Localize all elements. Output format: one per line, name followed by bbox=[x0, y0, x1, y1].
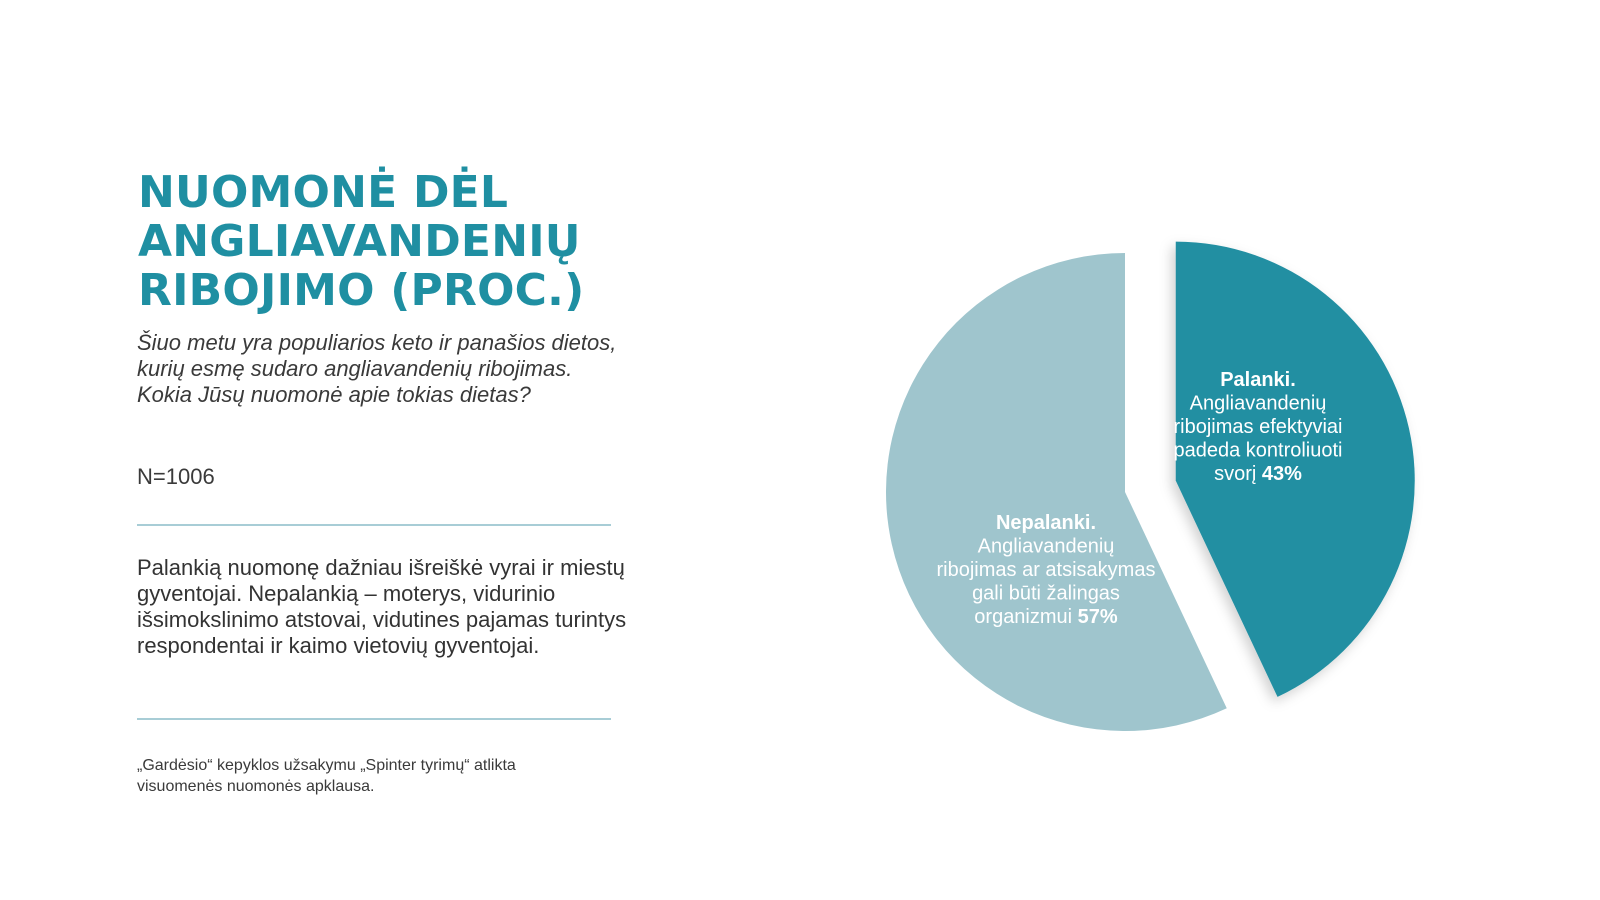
slice-description-line: organizmui bbox=[974, 606, 1078, 628]
source-note: „Gardėsio“ kepyklos užsakymu „Spinter tyrimų“ atlikta visuomenės nuomonės apklausa. bbox=[137, 757, 516, 795]
slice-description-line: ribojimas efektyviai bbox=[1173, 416, 1343, 438]
page-title bbox=[138, 168, 958, 315]
slice-value-label: 43% bbox=[1261, 463, 1302, 485]
slice-category: Nepalanki. bbox=[995, 512, 1097, 534]
slice-description-line: svorį bbox=[1214, 463, 1262, 485]
slice-value-label: 57% bbox=[1077, 606, 1118, 628]
pie-chart-svg bbox=[880, 190, 1480, 750]
divider-bottom bbox=[137, 718, 611, 720]
survey-question: Šiuo metu yra populiarios keto ir panašios dietos, kurių esmę sudaro angliavandenių ribojimas. Kokia Jūsų nuomonė apie tokias dietas? bbox=[137, 330, 617, 407]
slice-description-line: ribojimas ar atsisakymas bbox=[936, 559, 1156, 581]
divider-top bbox=[137, 524, 611, 526]
slice-category: Palanki. bbox=[1220, 369, 1296, 391]
sample-size: N=1006 bbox=[137, 464, 215, 489]
slice-description-line: padeda kontroliuoti bbox=[1173, 439, 1343, 462]
pie-chart bbox=[880, 190, 1480, 750]
pie-slice-unfavorable bbox=[886, 253, 1227, 731]
insight-text: Palankią nuomonę dažniau išreiškė vyrai ir miestų gyventojai. Nepalankią – moterys, vidurinio išsimokslinimo atstovai, vidutines pajamas turintys respondentai ir kaimo vietovių gyventojai. bbox=[137, 555, 627, 658]
slice-description-line: Angliavandenių bbox=[977, 535, 1115, 558]
title-line-2: RIBOJIMO (PROC.) bbox=[138, 265, 585, 316]
slice-description-line: gali būti žalingas bbox=[972, 582, 1120, 605]
slice-description-line: Angliavandenių bbox=[1189, 392, 1327, 415]
title-line-1: NUOMONĖ DĖL ANGLIAVANDENIŲ bbox=[138, 167, 581, 267]
